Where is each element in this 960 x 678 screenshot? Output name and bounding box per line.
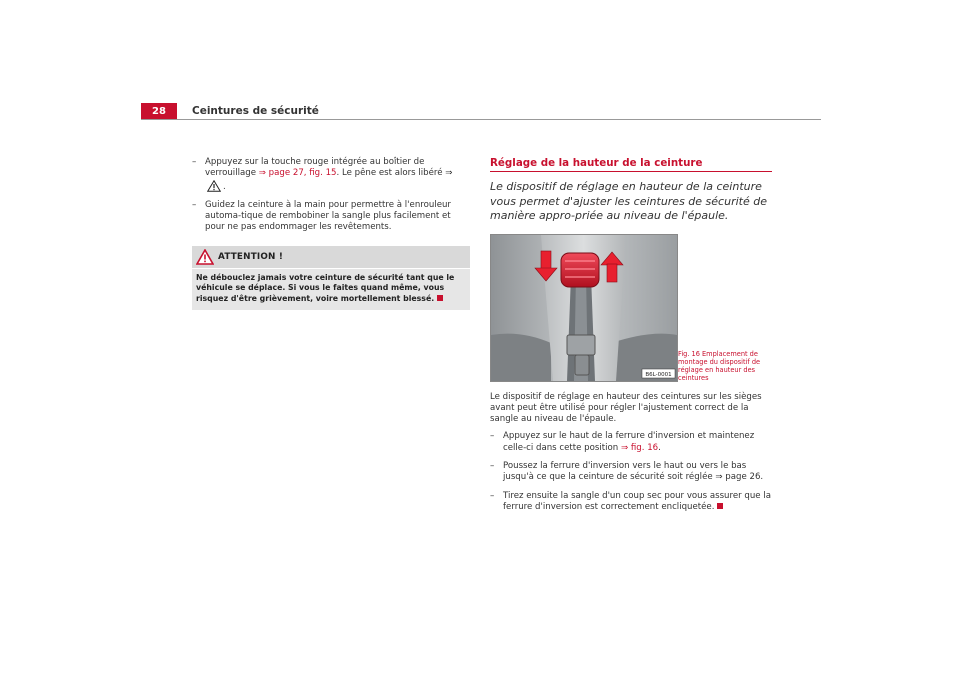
step-text: Tirez ensuite la sangle d'un coup sec pour vous assurer que la ferrure d'inversion est correctement encliquetée. xyxy=(503,490,771,512)
section-intro: Le dispositif de réglage en hauteur de la ceinture vous permet d'ajuster les ceintures de sécurité de manière appro-priée au niveau de l'épaule. xyxy=(490,180,767,222)
stop-square-icon xyxy=(437,295,443,301)
step-text: Guidez la ceinture à la main pour permettre à l'enrouleur automa-tique de rembobiner la sangle plus facilement et pour ne pas endommager les revêtements. xyxy=(205,199,451,233)
step-text: Poussez la ferrure d'inversion vers le haut ou vers le bas jusqu'à ce que la ceinture de sécurité soit réglée ⇒ page 26. xyxy=(503,460,764,483)
warning-triangle-icon xyxy=(207,180,221,192)
step-dash: – xyxy=(490,460,495,471)
warning-text xyxy=(192,269,470,305)
instruction-step xyxy=(490,461,772,484)
step-text-after: . Le pêne est alors libéré ⇒ xyxy=(336,168,453,179)
step-dash: – xyxy=(192,199,197,210)
right-column xyxy=(490,157,772,520)
warning-triangle-icon xyxy=(196,249,214,265)
belt-height-adjuster-photo xyxy=(490,234,678,382)
step-end: . xyxy=(223,181,226,192)
instruction-step xyxy=(192,157,470,193)
page-header-title: Ceintures de sécurité xyxy=(192,105,319,117)
step-end: . xyxy=(658,442,661,453)
section-title: Réglage de la hauteur de la ceinture xyxy=(490,157,772,172)
left-column xyxy=(192,157,470,310)
page-number: 28 xyxy=(141,103,177,120)
figure-code: B6L-0001 xyxy=(645,371,672,378)
warning-box xyxy=(192,246,470,311)
figure xyxy=(490,234,772,382)
instruction-step xyxy=(192,200,470,234)
step-text: Appuyez sur le haut de la ferrure d'inversion et maintenez celle-ci dans cette position xyxy=(503,431,755,453)
header-divider xyxy=(141,119,821,120)
step-text: Appuyez sur la touche rouge intégrée au boîtier de verrouillage xyxy=(205,157,425,179)
step-dash: – xyxy=(490,490,495,501)
body-paragraph: Le dispositif de réglage en hauteur des ceintures sur les sièges avant peut être utilisé pour régler l'ajustement correct de la sangle au niveau de l'épaule. xyxy=(490,391,762,425)
warning-header xyxy=(192,246,470,269)
warning-body: Ne débouclez jamais votre ceinture de sécurité tant que le véhicule se déplace. Si vous le faites quand même, vous risquez d'être grièvement, voire mortellement blessé. xyxy=(196,272,455,303)
step-dash: – xyxy=(490,431,495,442)
warning-title: ATTENTION ! xyxy=(218,251,284,262)
instruction-step xyxy=(490,491,772,514)
page-link[interactable]: ⇒ page 27, fig. 15 xyxy=(258,168,337,179)
figure-link[interactable]: ⇒ fig. 16 xyxy=(620,442,659,453)
stop-square-icon xyxy=(717,503,723,509)
instruction-step xyxy=(490,431,772,454)
step-dash: – xyxy=(192,157,197,167)
figure-caption: Fig. 16 Emplacement de montage du dispositif de réglage en hauteur des ceintures xyxy=(678,349,761,382)
